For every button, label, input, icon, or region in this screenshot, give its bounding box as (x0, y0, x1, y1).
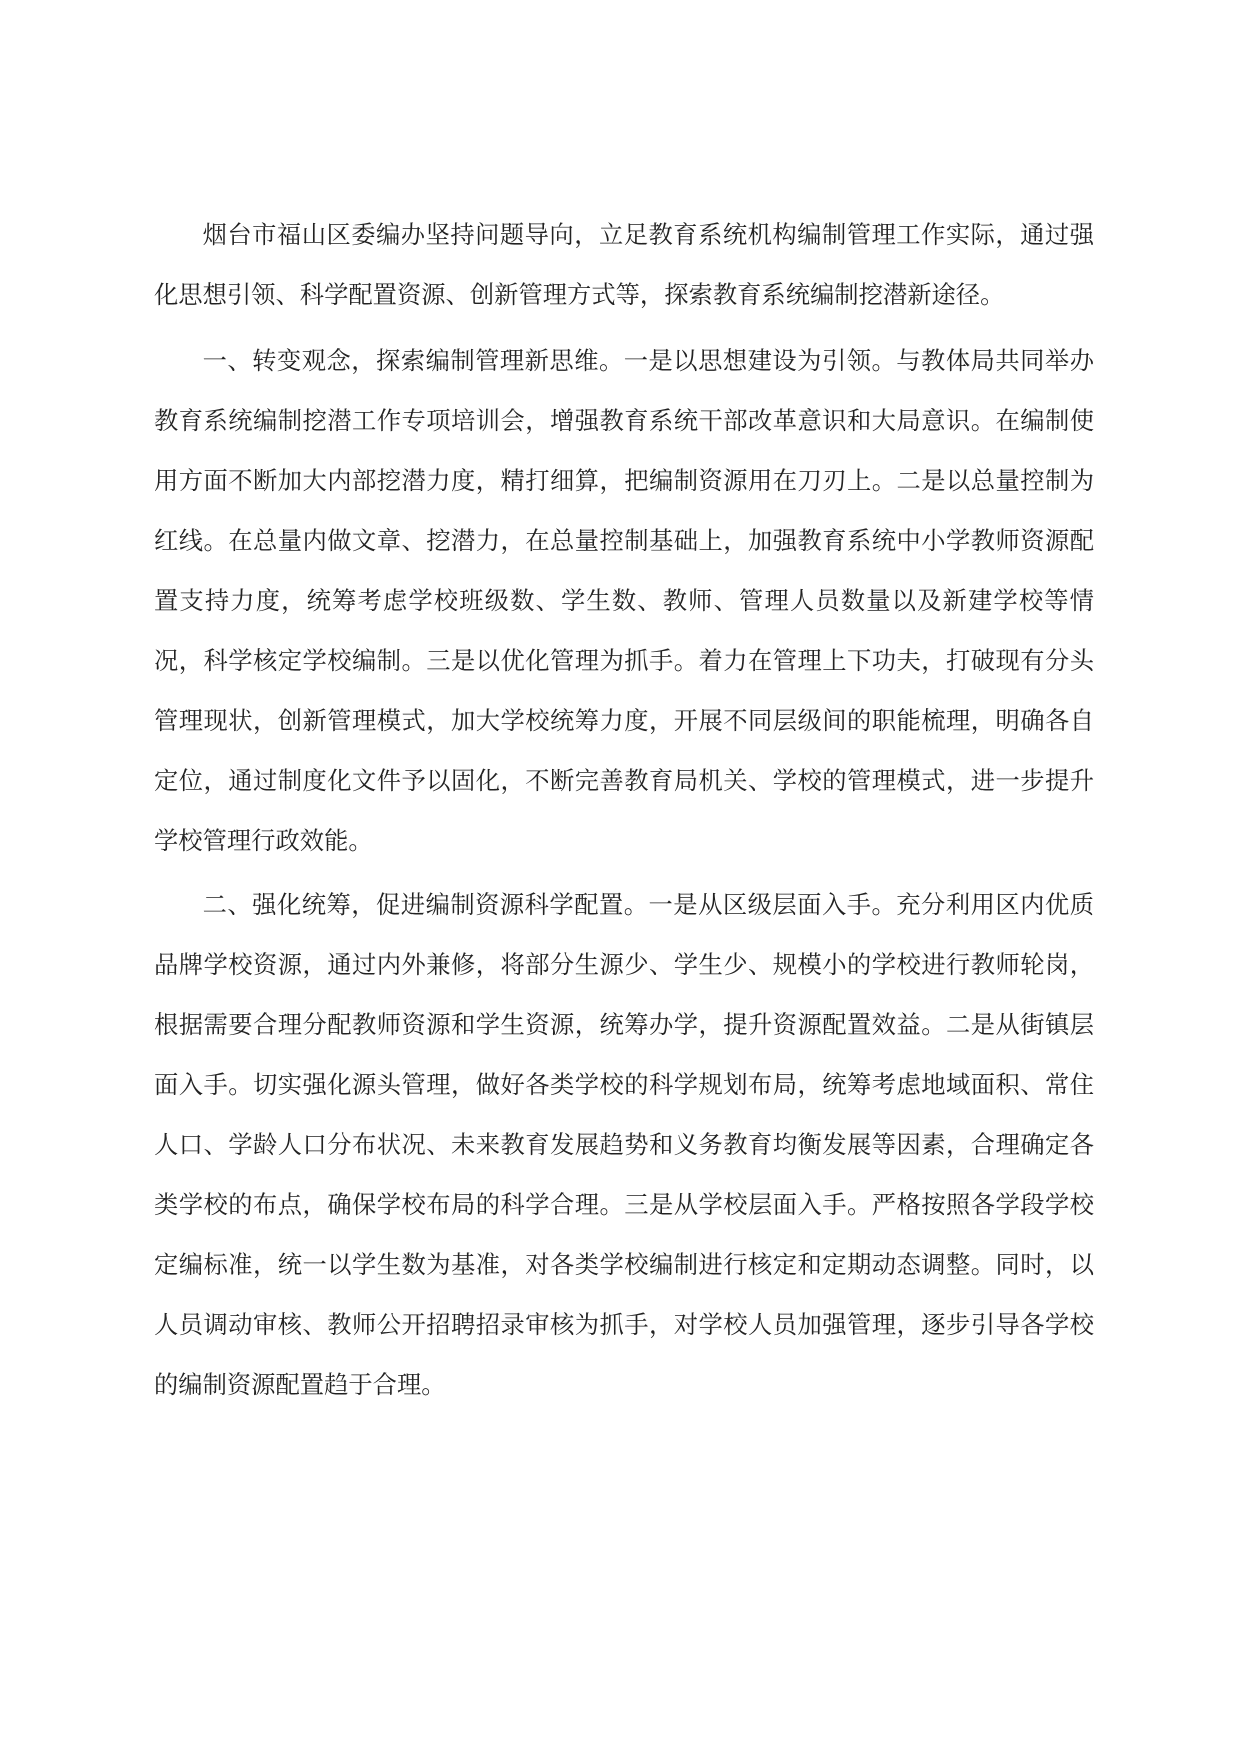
intro-paragraph: 烟台市福山区委编办坚持问题导向，立足教育系统机构编制管理工作实际，通过强化思想引领、科学配置资源、创新管理方式等，探索教育系统编制挖潜新途径。 (154, 220, 1094, 309)
section-two-paragraph: 二、强化统筹，促进编制资源科学配置。一是从区级层面入手。充分利用区内优质品牌学校资源，通过内外兼修，将部分生源少、学生少、规模小的学校进行教师轮岗，根据需要合理分配教师资源和学生资源，统筹办学，提升资源配置效益。二是从街镇层面入手。切实强化源头管理，做好各类学校的科学规划布局，统筹考虑地域面积、常住人口、学龄人口分布状况、未来教育发展趋势和义务教育均衡发展等因素，合理确定各类学校的布点，确保学校布局的科学合理。三是从学校层面入手。严格按照各学段学校定编标准，统一以学生数为基准，对各类学校编制进行核定和定期动态调整。同时，以人员调动审核、教师公开招聘招录审核为抓手，对学校人员加强管理，逐步引导各学校的编制资源配置趋于合理。 (154, 890, 1094, 1399)
section-one-paragraph: 一、转变观念，探索编制管理新思维。一是以思想建设为引领。与教体局共同举办教育系统编制挖潜工作专项培训会，增强教育系统干部改革意识和大局意识。在编制使用方面不断加大内部挖潜力度，精打细算，把编制资源用在刀刃上。二是以总量控制为红线。在总量内做文章、挖潜力，在总量控制基础上，加强教育系统中小学教师资源配置支持力度，统筹考虑学校班级数、学生数、教师、管理人员数量以及新建学校等情况，科学核定学校编制。三是以优化管理为抓手。着力在管理上下功夫，打破现有分头管理现状，创新管理模式，加大学校统筹力度，开展不同层级间的职能梳理，明确各自定位，通过制度化文件予以固化，不断完善教育局机关、学校的管理模式，进一步提升学校管理行政效能。 (154, 346, 1094, 855)
document-body (154, 205, 1094, 1415)
